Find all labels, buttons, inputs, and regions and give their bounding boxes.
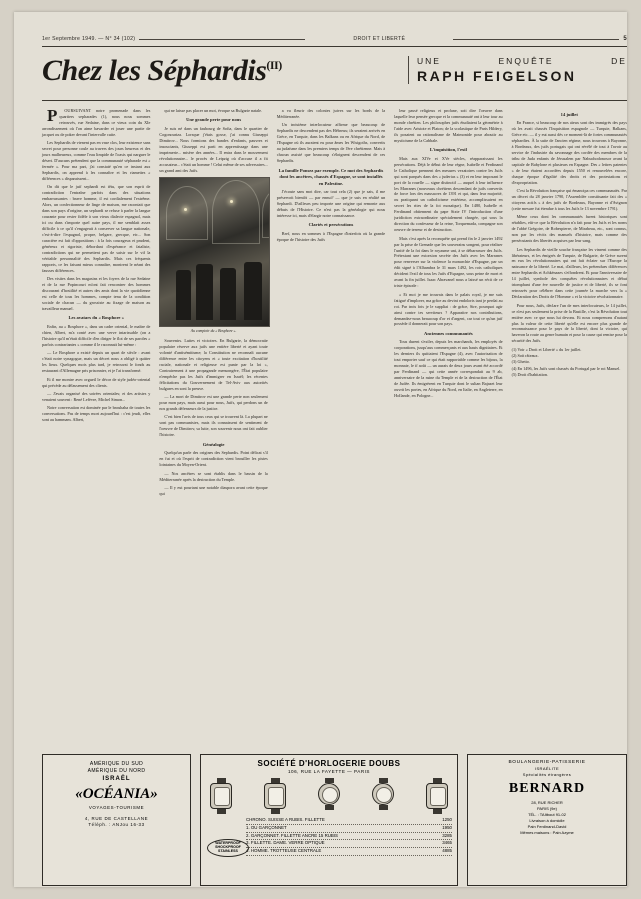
byline <box>408 56 627 84</box>
byline-kicker: UNE ENQUÊTE DE <box>417 56 627 66</box>
table-row: 1. OU GARÇONNET 1950 <box>246 825 452 833</box>
byline-author: RAPH FEIGELSON <box>417 68 577 84</box>
headline-band <box>42 52 627 94</box>
subheading: Anciennes communautés <box>424 330 473 336</box>
table-row: 3. FILLETTE. DAME. VERRE OPTIQUE 3465 <box>246 840 452 848</box>
title-superscript: (II) <box>266 58 282 72</box>
ad-oceania[interactable]: AMÉRIQUE DU SUD AMÉRIQUE DU NORD ISRAËL «OCÉANIA» VOYAGES-TOURISME 4, RUE DE CASTELLANE Téléph. : ANJou 16-33 <box>42 754 191 886</box>
ad-brand-oceania: «OCÉANIA» <box>75 786 158 802</box>
subheading: Les avatars du « Bosphore » <box>68 315 124 321</box>
subheading: Généalogie <box>202 441 225 447</box>
rule-under-headline <box>42 100 627 101</box>
waterproof-stamp: WATERPROOF SHOCKPROOF STAINLESS <box>207 839 249 857</box>
column-5: 14 juillet En France, si beaucoup de nos aïeux sont des immigrés des pays où les avait chassés l'Inquisition espagnole — Turquie, Balkans, Grèce etc. — il y eut aussi dès ce moment-là de fortes communautés séphardies. À la suite de l'ancien régime, nous trouvons à Bayonne, à Bordeaux, des juifs portugais qui ont révélé de tout à l'avoir au service de l'industrie du savonnage des cordée des membres de la tribu de Juda enfants de Jérusalem par Nabuchodonosor avant la capitale de Babylone et plusieurs en Espagne. Des « lettres patentes » de leur étaient accordées depuis 1550 et renouvelées encore, chaque époque d'égalité des droits et des protestations et d'expropriation. C'est la Révolution française qui émancipa ces communautés. Par un décret du 28 janvier 1790, l'Assemblée constituante fait des « citoyens actifs » à des juifs de Bordeaux, Bayonne et d'Avignon (cette mesure fut étendue à tous les Juifs le 13 novembre 1791). Même ceux dont les communautés furent historiques sont rétablies, eût-ce que la Révolution n'a fait pour les Juifs et les noms de l'abbé Grégoire, de Robespierre, de Mirabeau, etc., sont connus, non par les récits des manuels d'histoire, mais comme des persécutants des libertés acquises par leur sang. Les Sephardis de vieille souche française les vinrent comme des libérateurs, et les émigrés de Turquie, de Bulgarie, de Grèce surent en eux les révolutionnaires qui ont fait éclater sur l'Europe la naissance de la liberté. Le mai, d'ailleurs, les prétendues différences entre Sephardis et Achkénazes s'effondrent. Et pour l'anniversaire de 14 juillet, symbole des conquêtes révolutionnaires et début triomphant d'une ère nouvelle de justice et de liberté, ils se font retrouvés pour célébrer dans cette journée la marche vers la « Déclaration des Droits de l'Homme » et la victoire révolutionnaire. Pour nous, Juifs, déclare l'un de mes interlocuteurs, le 14 juillet, ce n'est pas seulement la prise de la Bastille, c'est la Révolution tout entière avec ce que nous lui devons. Et nous comprenons d'autant plus la valeur de cette liberté qu'elle est encore plus grande de reconnaissance pour le pays de la liberté, dont la victoire, qui haveron la route au genre humain et pour la cause qui remise pour la sécurité des Juifs. (1) Voir « Droit et Liberté » du 1er juillet. (2) Soit râteaux. (3) Ghetto. (4) En 1496, les Juifs sont chassés du Portugal par le roi Manuel. (5) Droit d'habitation. <box>511 111 627 378</box>
subheading: 14 juillet <box>560 111 578 117</box>
table-row: 4. HOMME. TROTTEUSE CENTRALE 4885 <box>246 848 452 856</box>
ad-horlogerie-doubs[interactable] <box>200 754 458 886</box>
column-3: a va fleurir des colonies juives sur les bords de la Méditerranée. Un troisième interlocuteur affirme que beaucoup de Sephardis ne descendent pas des Hébreux; ils seraient arrivés en Grèce, en Turquie, dans les Balkans ou en Afrique du Nord, de l'Espagne où ils auraient eu pour âmes les Wisigoths, convertis au judaïsme dans les premiers temps de l'ère chrétienne. Mais à chacun assisté que beaucoup s'éloignent descendent de ces Sephardis. La famille Ponsez par exemple. Ce mot des Sephardis dont les ancêtres, chassés d'Espagne, se sont installés en Palestine. J'écoute sans mot dire, car tout cela (2) que je sais, il me préservoit bientôt — par ennui? — que je suis en réalité un Sephardi. D'ailleurs peu importe une origine qui remonte aux débuts de l'Histoire. Ce n'est pas la généalogie qui nous intéresse ici, mais d'élargir notre connaissance. Clartés et persécutions Bref, nous en sommes à l'Espagne d'interfois où la grande époque de l'histoire des Juifs <box>276 108 386 242</box>
watch-icon <box>262 778 288 814</box>
masthead <box>42 36 627 42</box>
subheading: Une grande perte pour nous <box>186 117 242 123</box>
ad-bernard-bakery[interactable]: BOULANGERIE-PATISSERIE ISRAÉLITE Spécialités étrangères BERNARD 28, RUE RICHER PARIS (9e) TÉL. : TAItbout 91-02 Livraison à domicile Pain Ferdinand-David Mêmes maisons : Pain Azyme <box>467 754 627 886</box>
watch-illustrations <box>208 778 450 814</box>
subheading: L'inquisition, l'exil <box>429 147 467 153</box>
column-4: leur passé religieux et profane, soit dire l'oeuvre dans laquelle leur pensée grecque et la communauté ont à leur tour au monde chrétien. Les philosophes juifs étudiaient la géométrie à l'aide avec Aristote et Platon; de la scolastique de Paris Hildery, ils posaient au rationalisme de Maimonide pour aboutir au mysticisme de la Cabbale. L'inquisition, l'exil Mais aux XIVe et XVe siècles, réapparaissant les persécutions. Déjà le début de leur règne, Isabelle et Ferdinand le Catholique prennent des mesures vexatoires contre les Juifs qui sont parqués dans des « juderias » (3) et en leur imposant le port de la rouelle — signe distinctif — auquel à leur influence les Marranes (nouveaux chrétiens descendant de juifs convertis de force lors des massacres de 1391 et qui, dans leur majorité, ou pratiquant un catholicisme extérieur, accomplissaient en secret les rites de la foi mosaïque). En 1480, Isabelle et Ferdinand obtiennent du pape Sixte IV l'introduction d'une juridiction extraordinaire spécialement chargée, qui sous la direction du confesseur de la reine, Torquemada, compagne son oeuvre de terreur et de destruction. Mais c'est après la reconquête qui prend fin le 2 janvier 1492 par la prise de Grenade que les souverains songent, pour réaliser l'unité de la foi dans le royaume uni, à se débarrasser des Juifs. Prétextant une extorsion secrète des Juifs avec les Marranes pour renverser sur la violence la monarchie d'Espagne, par un édit signé à l'Alhambra le 31 mars 1492, les rois catholiques décident l'exil de tous les Juifs d'Espagne, sous peine de mort et avant la fin juillet. Isaac Abravanel nous a laissé un récit de ce triste épisode : « Et moi je me trouvais dans le palais royal, je me suis fatigué d'implorer, ma grâce au devint endoloris tant je perdai au roi. Par trois fois je le suppliai : de grâce, Sire, pourquoi agir ainsi contre tes serviteurs ? Apparaitre nos contributions, demandez-nous beaucoup d'or et d'argent, car tout ce qu'un juif possède il donnerait pour son pays. Anciennes communautés Tous durent s'exiler, depuis les marchands, les employés de corporations, jusqu'aux commerçants et aux hauts dignitaires. Et les derniers ils quittaient l'Espagne (4), avec l'autorisation de tout emporter sauf ce qui était rapportable comme les bijoux, la monnaie, le if août — un aurais de deux jours avant été accordé par Ferdinand — qui cette année correspondait au 9 ab, anniversaire de la ruine du Temple et de la destruction de l'État de Judée. Ils émigrèrent en Turquie dont le sultan Bajazet leur ouvrit les portes, en Afrique du Nord, en Italie, en Angleterre, en Hollande, en Pologne... <box>394 108 503 399</box>
ad-watch-header: SOCIÉTÉ D'HORLOGERIE DOUBS 106, RUE LA FAYETTE — PARIS <box>257 759 401 774</box>
column-2: qui ne laisse pas placer un mot, évoque sa Bulgarie natale. Une grande perte pour nous Je suis né dans un faubourg de Sofia, dans le quartier de Cogonouriza. Lorsque j'étais gosse, j'ai connu Giuseppi Dimitrov... Nous formions des bandes d'enfants, pauvres et insouciants, Giuseppi est parti en apprentissage dans une imprimerie... misère des années... Il entra dans le mouvement révolutionnaire... le procès de Leipzig où d'accuse il a fit accusateur... c'était un homme ! Celui même de ses adversaires... un grand ami des Juifs. Au comptoir du « Bosphore ». Souvenirs. Luttes et victoires. En Bulgarie, la démocratie populaire réserve aux juifs une entière liberté et ayant toute volonté d'antisémitisme; la Constitution ne reconnaît aucune différence entre les citoyens et « toute excitation d'hostilité raciale, nationale et religieuse est punie par la loi », Contrairement à une propagande mensongère, l'État populaire n'empêche pas les Juifs d'immigrer en Israël; les récentes félicitations du Gouvernement de Tel-Aviv aux autorités bulgares en sont la preuve. — La mort de Dimitrov est une grande perte non seulement pour mon pays, mais aussi pour nous, Juifs, qui perdons un de nos grands défenseurs de la justice. C'est bien l'avis de tous ceux qui se trouvent là. La plupart ne sont pas communistes, mais ils connaissent de sentiment de l'oeuvre de Dimitrov, sa lutte, son souvenir nous ont fait oublier l'histoire. Généalogie Quelqu'un parle des origines des Sephardis. Point délicat s'il en fut et où l'esprit de contradiction vient brouiller les pistes lointaines du Moyen-Orient. — Nos ancêtres se sont établis dans le bassin de la Méditerranée après la destruction du Temple. — Il y eut pourtant une notable diaspora avant cette époque qui <box>159 108 267 748</box>
article-columns <box>42 108 627 748</box>
ad-brand-bernard: BERNARD <box>508 781 586 796</box>
page-number: 5 <box>623 36 627 42</box>
masthead-title: DROIT ET LIBERTÉ <box>135 36 623 42</box>
subheading: La famille Ponsez par exemple. Ce mot des Sephardis dont les ancêtres, chassés d'Espagne, se sont installés en Palestine. <box>278 167 384 186</box>
watch-icon <box>370 778 396 814</box>
advertisement-row <box>42 754 627 886</box>
masthead-issue: 1er Septembre 1949. — N° 34 (102) <box>42 36 136 42</box>
watch-icon <box>424 778 450 814</box>
watch-price-list <box>246 817 452 856</box>
photo-caption: Au comptoir du « Bosphore ». <box>190 328 237 333</box>
watch-icon <box>208 778 234 814</box>
table-row: CHRONO. SUISSE A RUBIS. FILLETTE 1250 <box>246 817 452 825</box>
watch-icon <box>316 778 342 814</box>
photo-bosphore <box>159 177 269 327</box>
rule-top <box>42 46 627 47</box>
column-1: POURSUIVANT notre promenade dans les quartiers sepharades (1), nous nous sommes retrouvés, rue Sedaine, dans ce vieux coin du XIe arrondissement où l'on aime bavarder et jouer une partie de jacquet ou de poker devant l'intervalle cuite. Les Sephardis de vienent pas en vase clos, leur existence sans secret pour personne coule au travers des jours heureux et des jours malheureux, comme l'eau limpide de l'oasis qui narguer le désert. D'aucuns prétendent que la communauté sépharade est « fermée ». Pour ma part, j'ai constaté qu'en ce instant aux Sephardis, on apprend à les connaître et les riamettes « différences » disparaissent... On dit que le juif sephardi est têtu, que son esprit de contradiction l'entraîne parfois dans des situations embarrassantes : brave homme, il est cordialement l'extrême. Alors, un confectionneur de linge de maison, me racontait que dans son pays d'origine, un sephardi se refuse à parler la langue courante pour rester fidèle à son vieux dialecte espagnol, mais ici ou dans s'importe quel autre pays, il me semblait assez difficile à ce qu'il s'engageait à conserver sa langue nationale, c'est-à-dire l'espagnol, propre, belgare, grecque, etc... Son caractère est fait d'oppositions : à la fois courageux et prudent, généreux et rigoriste, débordant d'espérance et fataliste, contradictions qui ne permettent pas de saisir sur le vif la véritable personnalité des Sephardis. Mais ces fréquents rapports, ce les faisant mieux connaître, montrent le néant des fausses différences. Des visites dans les magasins et les foyers de la rue Sedaine et de la rue Popincourt m'ont fait rencontrer des hommes discourant d'hostilité et autres des amis dont la vie quotidienne est celle de tous les hommes, compte tenu de la condition sociale de chacun — du grossiste au fixage de maison au travailleur manuel. Les avatars du « Bosphore » Enfin, au « Bosphore », dans un cadre oriental, le maître de chien, Albert, m'a conté avec une verve intarissable (on a l'histoire qu'il m'était difficile d'en diriger le flot de ses paroles « parfois contrariantes » comme il le raconnait lui-même : — Le Bosphore a existé depuis un quart de siècle : avant c'était notre synagogue, mais un décret nous a obligé à quitter les lieux. Quelques mois plus tard, je retrouvai le fonds au restaurant d'Allemagne pris prisonnier, et je l'ai transformé. Et il me montre avec orgueil le décor de style judéo-oriental qui précède au délassement des clients. — J'avais organisé des soirées orientales; et des artistes y venaient souvent : René Lefèvre, Michel Simon... Notre conversation est dominée par le brouhaha de toutes les conversations. Pas de temps mort aujourd'hui : c'est jeudi, elles sont au hammam. Albert, <box>42 106 151 423</box>
subheading: Clartés et persécutions <box>308 222 354 228</box>
page-title: Chez les Séphardis$^{(II)}$ <box>42 54 282 87</box>
newspaper-sheet <box>14 12 627 887</box>
footnotes: (1) Voir « Droit et Liberté » du 1er juillet. (2) Soit râteaux. (3) Ghetto. (4) En 1496, les Juifs sont chassés du Portugal par le roi Manuel. (5) Droit d'habitation. <box>511 346 621 378</box>
table-row: 2. GARÇONNET. FILLETTE ANCRE 15 RUBIS 3285 <box>246 833 452 841</box>
